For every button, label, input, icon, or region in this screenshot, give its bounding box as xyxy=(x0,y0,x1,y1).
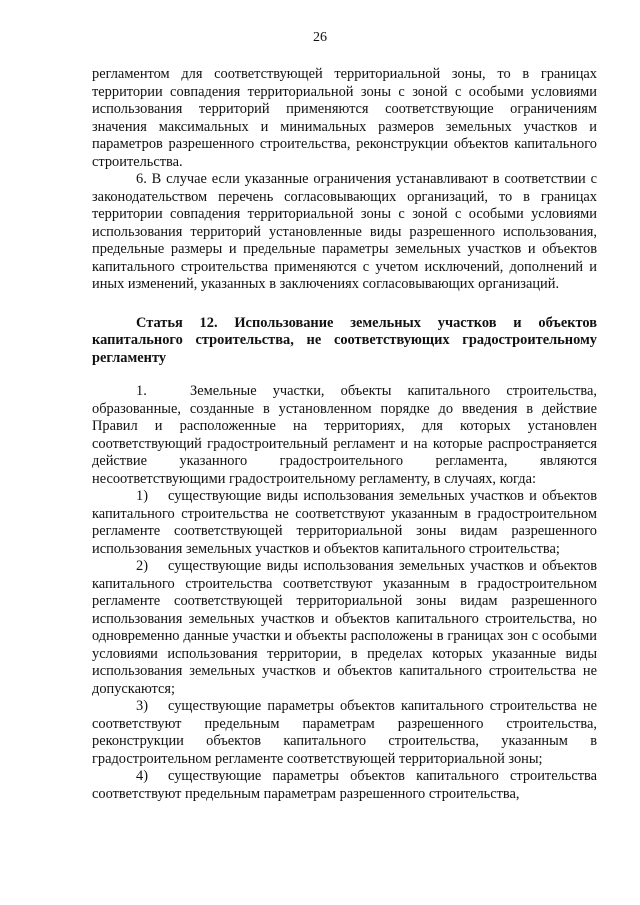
paragraph-continuation: регламентом для соответствующей территориальной зоны, то в границах территории совпадения территориальной зоны с зоной с особыми условиями использования территорий применяются соответствующие ограничениям значения максимальных и минимальных размеров земельных участков и параметров разрешенного строительства, реконструкции объектов капитального строительства. xyxy=(92,66,597,170)
subitem-2 xyxy=(92,558,597,698)
article-point-1 xyxy=(92,383,597,488)
page-number: 26 xyxy=(313,30,327,45)
subitem-text: существующие виды использования земельных участков и объектов капитального строительства соответствуют указанным в градостроительном регламенте соответствующей территориальной зоны видам разрешенного использования земельных участков и объектов капитального строительства, но одновременно данные участки и объекты расположены в границах зон с особыми условиями использования территории, в пределах которых указанные виды использования земельных участков и объектов капитального строительства не допускаются; xyxy=(92,558,597,697)
subitem-text: существующие виды использования земельных участков и объектов капитального строительства не соответствуют указанным в градостроительном регламенте соответствующей территориальной зоны видам разрешенного использования земельных участков и объектов капитального строительства; xyxy=(92,488,597,557)
subitem-number: 3) xyxy=(136,698,148,714)
subitem-1 xyxy=(92,488,597,558)
subitem-number: 4) xyxy=(136,768,148,784)
article-12-heading: Статья 12. Использование земельных участков и объектов капитального строительства, не соответствующих градостроительному регламенту xyxy=(92,314,597,366)
subitem-number: 1) xyxy=(136,488,148,504)
subitem-number: 2) xyxy=(136,558,148,574)
point-number: 1. xyxy=(136,383,147,399)
document-body xyxy=(92,66,597,803)
subitem-3 xyxy=(92,698,597,768)
subitem-text: существующие параметры объектов капитального строительства соответствуют предельным параметрам разрешенного строительства, xyxy=(92,768,597,802)
paragraph-6: 6. В случае если указанные ограничения устанавливают в соответствии с законодательством перечень согласовывающих организаций, то в границах территории совпадения территориальной зоны с зоной с особыми условиями использования территорий установленные виды разрешенного использования, предельные размеры и предельные параметры земельных участков и объектов капитального строительства применяются с учетом исключений, дополнений и иных изменений, указанных в заключениях согласовывающих организаций. xyxy=(92,171,597,292)
point-text: Земельные участки, объекты капитального строительства, образованные, созданные в установленном порядке до введения в действие Правил и расположенные на территориях, для которых установлен соответствующий градостроительный регламент и на которые распространяется действие указанного градостроительного регламента, являются несоответствующими градостроительному регламенту, в случаях, когда: xyxy=(92,383,597,487)
subitem-4 xyxy=(92,768,597,803)
subitem-text: существующие параметры объектов капитального строительства не соответствуют предельным параметрам разрешенного строительства, реконструкции объектов капитального строительства, указанным в градостроительном регламенте соответствующей территориальной зоны; xyxy=(92,698,597,767)
